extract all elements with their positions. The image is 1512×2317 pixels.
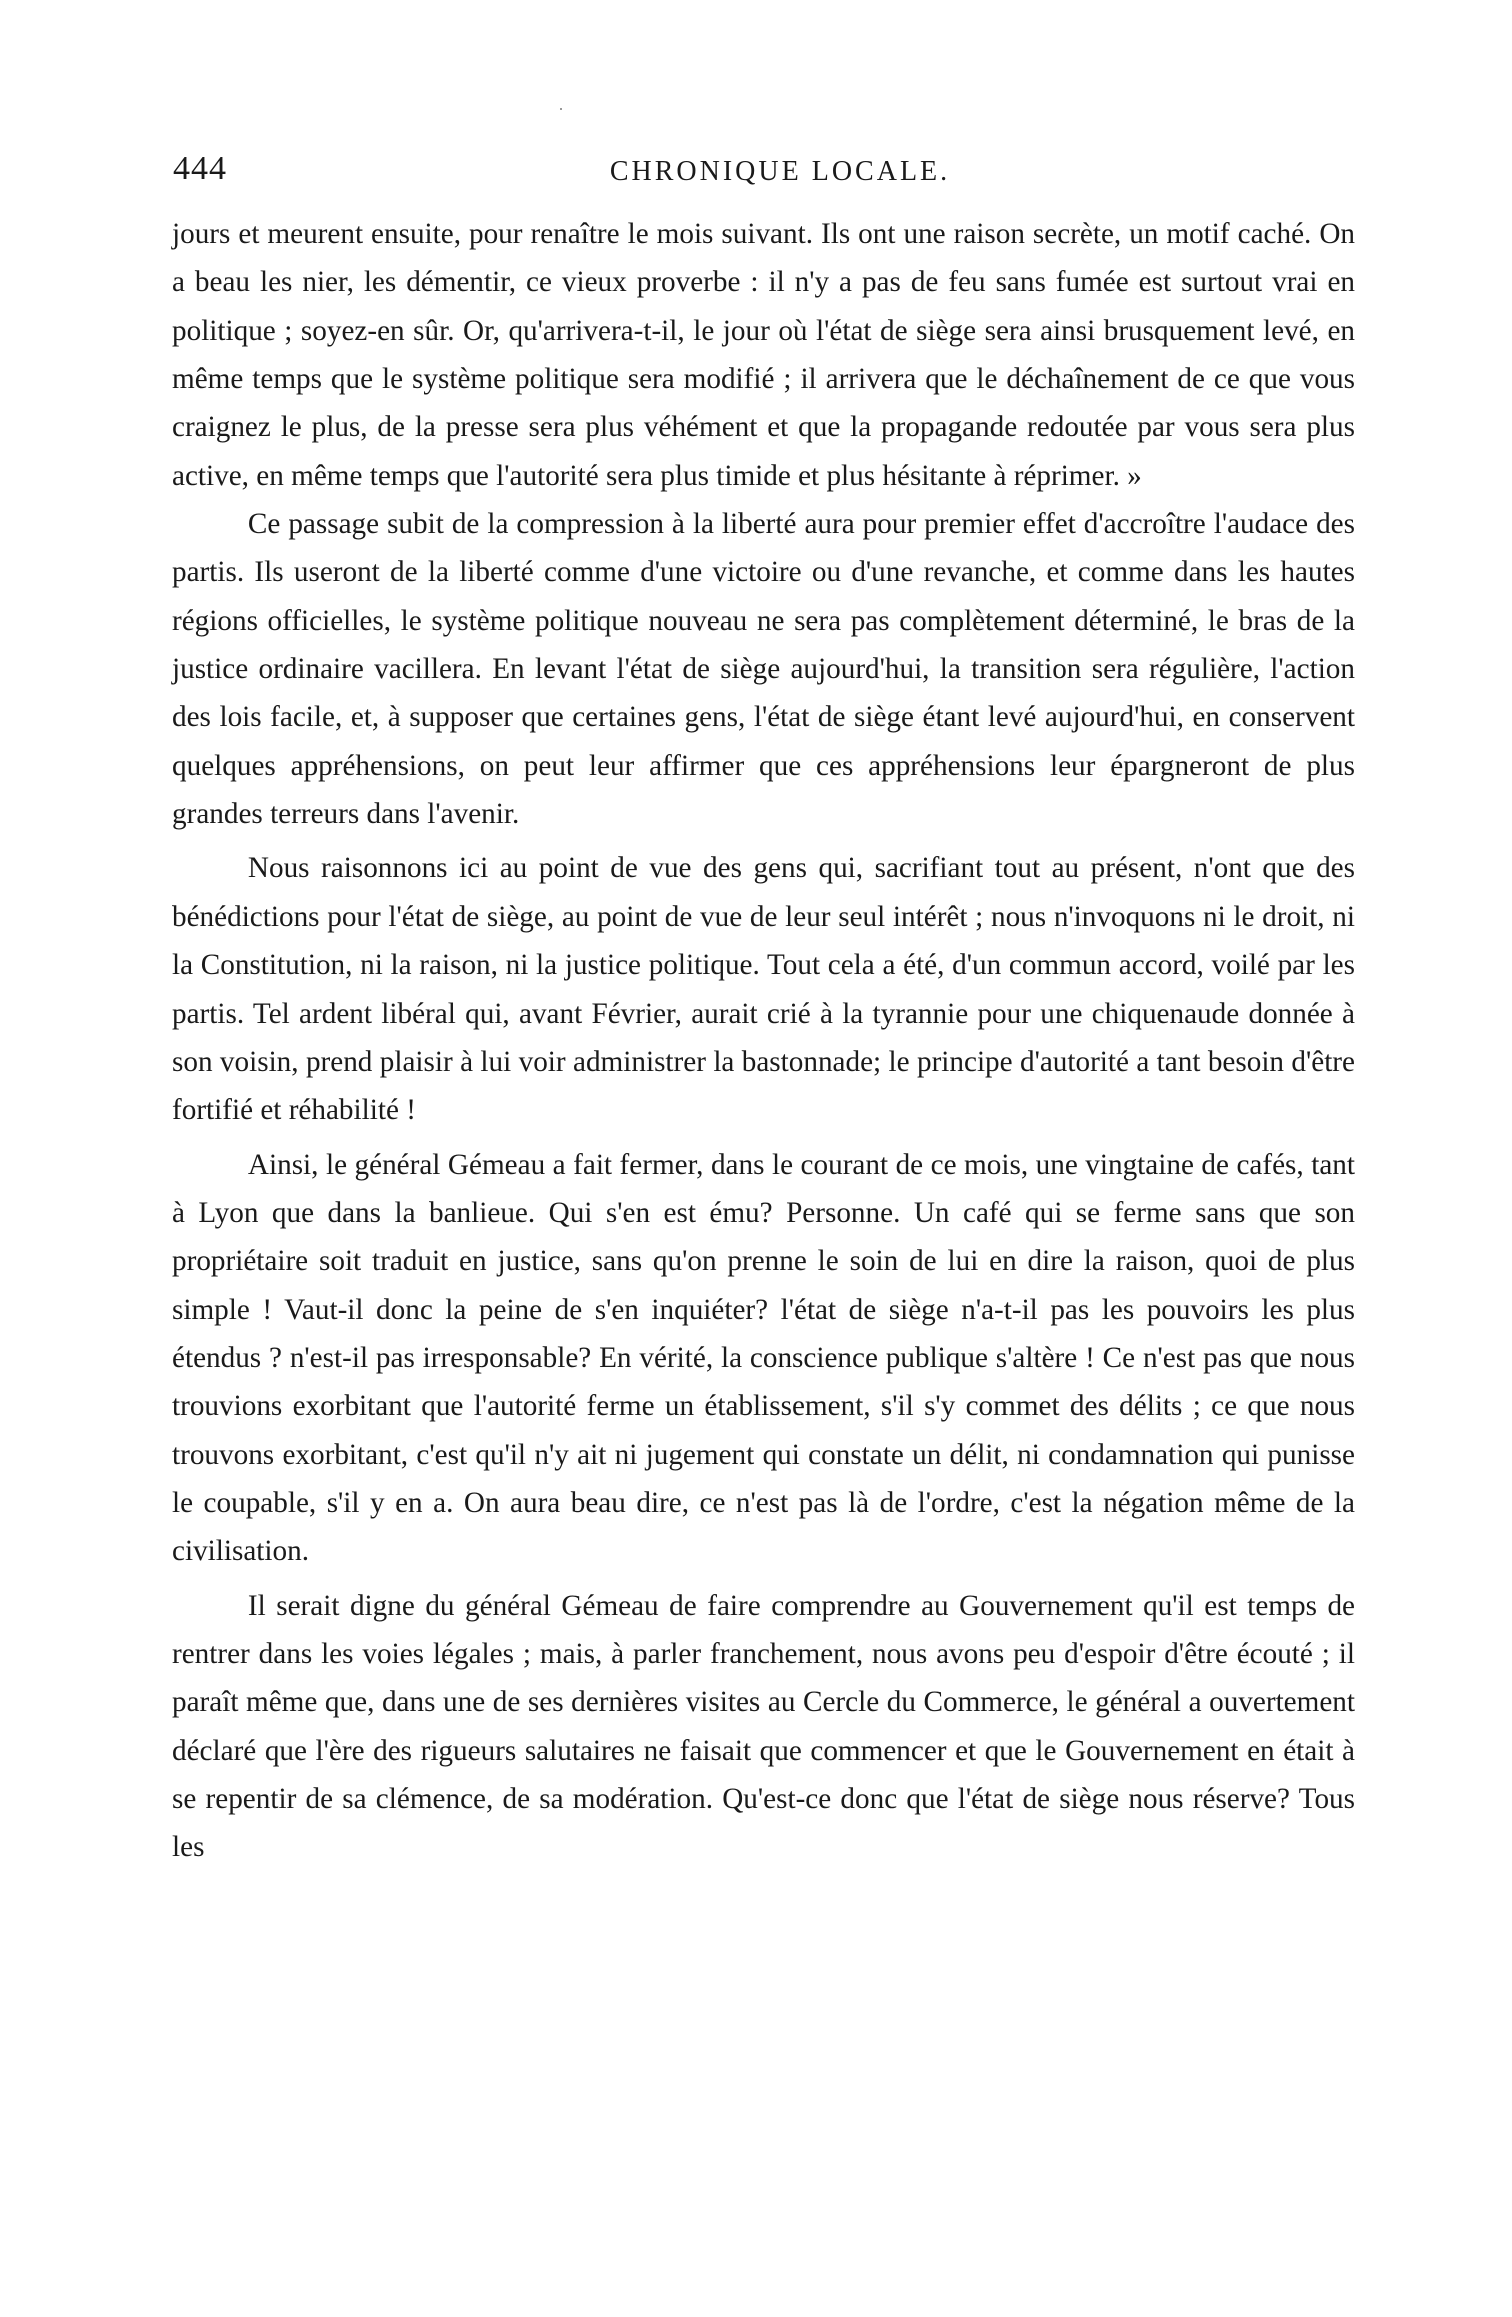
paragraph: Ce passage subit de la compression à la liberté aura pour premier effet d'accroître l'audace des partis. Ils useront de la liberté comme d'une victoire ou d'une revanche, et comme dans les hautes régions officielles, le système politique nouveau ne sera pas complètement déterminé, le bras de la justice ordinaire vacillera. En levant l'état de siège aujourd'hui, la transition sera régulière, l'action des lois facile, et, à supposer que certaines gens, l'état de siège étant levé aujourd'hui, en conservent quelques appréhensions, on peut leur affirmer que ces appréhensions leur épargneront de plus grandes terreurs dans l'avenir.	[172, 508, 1355, 831]
scan-mark	[560, 108, 562, 110]
paragraph: Nous raisonnons ici au point de vue des gens qui, sacrifiant tout au présent, n'ont que des bénédictions pour l'état de siège, au point de vue de leur seul intérêt ; nous n'invoquons ni le droit, ni la Constitution, ni la raison, ni la justice politique. Tout cela a été, d'un commun accord, voilé par les partis. Tel ardent libéral qui, avant Février, aurait crié à la tyrannie pour une chiquenaude donnée à son voisin, prend plaisir à lui voir administrer la bastonnade; le principe d'autorité a tant besoin d'être fortifié et réhabilité !	[172, 852, 1355, 1127]
paragraph: Ainsi, le général Gémeau a fait fermer, dans le courant de ce mois, une vingtaine de cafés, tant à Lyon que dans la banlieue. Qui s'en est ému? Personne. Un café qui se ferme sans que son propriétaire soit traduit en justice, sans qu'on prenne le soin de lui en dire la raison, quoi de plus simple ! Vaut-il donc la peine de s'en inquiéter? l'état de siège n'a-t-il pas les pouvoirs les plus étendus ? n'est-il pas irresponsable? En vérité, la conscience publique s'altère ! Ce n'est pas que nous trouvions exorbitant que l'autorité ferme un établissement, s'il s'y commet des délits ; ce que nous trouvons exorbitant, c'est qu'il n'y ait ni jugement qui constate un délit, ni condamnation qui punisse le coupable, s'il y en a. On aura beau dire, ce n'est pas là de l'ordre, c'est la négation même de la civilisation.	[172, 1148, 1355, 1568]
page-number: 444	[173, 150, 227, 187]
body-text	[172, 210, 1355, 1872]
running-head	[165, 150, 1355, 200]
running-title: CHRONIQUE LOCALE.	[609, 156, 951, 187]
paragraph-continuation: jours et meurent ensuite, pour renaître le mois suivant. Ils ont une raison secrète, un motif caché. On a beau les nier, les démentir, ce vieux proverbe : il n'y a pas de feu sans fumée est surtout vrai en politique ; soyez-en sûr. Or, qu'arrivera-t-il, le jour où l'état de siège sera ainsi brusquement levé, en même temps que le système politique sera modifié ; il arrivera que le déchaînement de ce que vous craignez le plus, de la presse sera plus véhément et que la propagande redoutée par vous sera plus active, en même temps que l'autorité sera plus timide et plus hésitante à réprimer. »	[172, 218, 1355, 492]
paragraph: Il serait digne du général Gémeau de faire comprendre au Gouvernement qu'il est temps de rentrer dans les voies légales ; mais, à parler franchement, nous avons peu d'espoir d'être écouté ; il paraît même que, dans une de ses dernières visites au Cercle du Commerce, le général a ouvertement déclaré que l'ère des rigueurs salutaires ne faisait que commencer et que le Gouvernement en était à se repentir de sa clémence, de sa modération. Qu'est-ce donc que l'état de siège nous réserve? Tous les	[172, 1589, 1355, 1864]
